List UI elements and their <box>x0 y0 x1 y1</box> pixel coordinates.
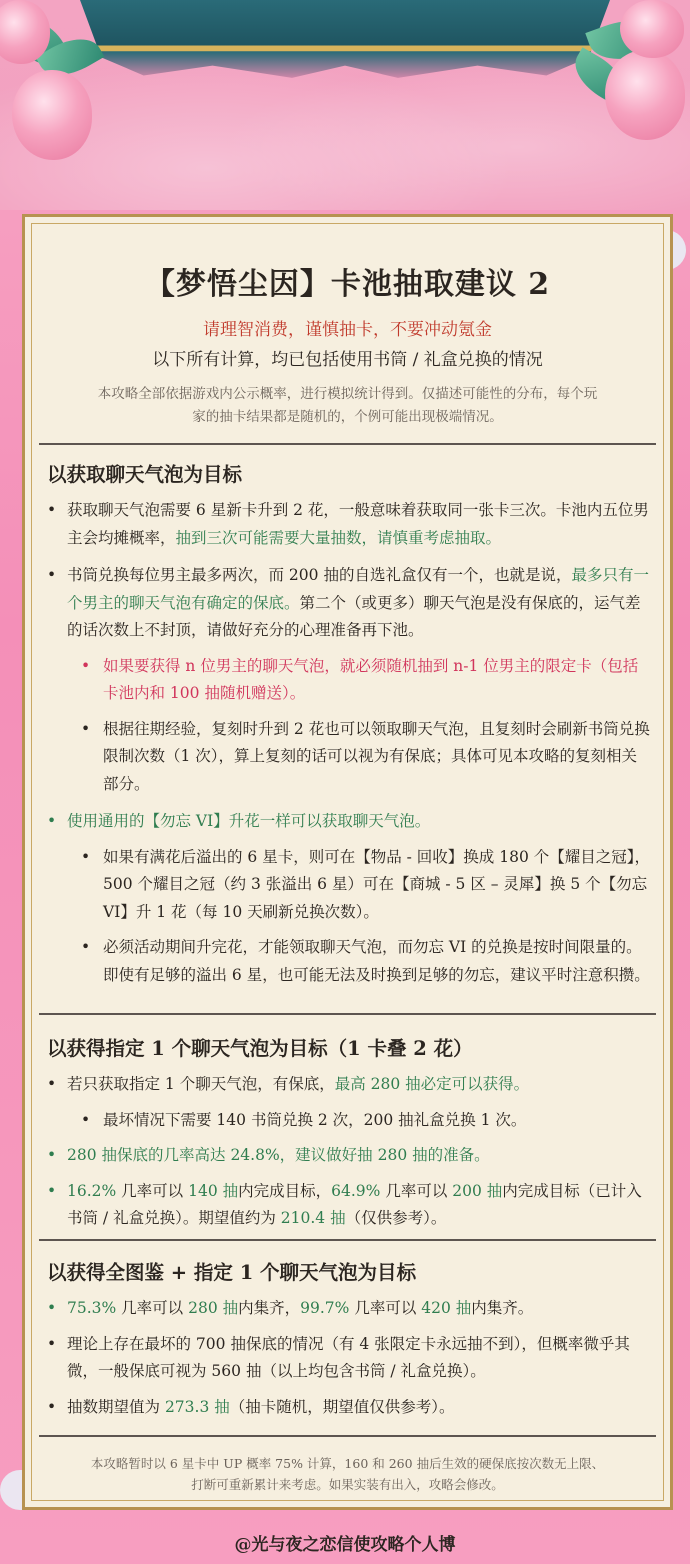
highlight-text: 420 抽 <box>421 1299 472 1317</box>
disclaimer-note <box>47 383 648 429</box>
highlight-text: 99.7% <box>300 1299 350 1317</box>
item-text: 280 抽保底的几率高达 24.8%，建议做好抽 280 抽的准备。 <box>67 1146 490 1164</box>
section-divider <box>39 443 656 445</box>
item-text: 抽数期望值为 <box>67 1397 165 1416</box>
item-text: 内完成目标， <box>238 1181 332 1200</box>
highlight-text: 75.3% <box>67 1299 117 1317</box>
bullet-dot: • <box>81 938 91 956</box>
highlight-text: 最高 280 抽必定可以获得。 <box>334 1075 530 1093</box>
guide-card <box>22 214 673 1510</box>
highlight-text: 273.3 抽 <box>164 1397 230 1416</box>
disclaimer-line: 家的抽卡结果都是随机的，个例可能出现极端情况。 <box>192 409 503 425</box>
item-text: 几率可以 <box>116 1299 189 1317</box>
item-text: 若只获取指定 1 个聊天气泡，有保底， <box>67 1075 335 1093</box>
item-text: 理论上存在最坏的 700 抽保底的情况（有 4 张限定卡永远抽不到），但概率微乎其微，一般保底可视为 560 抽（以上均包含书筒 / 礼盒兑换）。 <box>67 1334 630 1380</box>
list-item <box>25 1107 670 1135</box>
warning-text: 请理智消费，谨慎抽卡，不要冲动氪金 <box>203 320 492 340</box>
highlight-text: 140 抽 <box>188 1181 239 1200</box>
bullet-dot: • <box>81 719 91 738</box>
list-item <box>25 1295 670 1323</box>
item-text: 根据往期经验，复刻时升到 2 花也可以领取聊天气泡，且复刻时会刷新书筒兑换限制次数（1 次），算上复刻的话可以视为有保底；具体可见本攻略的复刻相关部分。 <box>103 719 650 793</box>
section-chat-bubble <box>25 459 670 989</box>
bullet-dot: • <box>47 1181 57 1200</box>
highlight-text: 280 抽 <box>188 1299 239 1317</box>
list-item <box>25 934 670 989</box>
item-text: 内完成目标（已计入书筒 / 礼盒兑换）。期望值约为 <box>67 1181 642 1227</box>
section-single-bubble <box>25 1033 670 1233</box>
peach-icon <box>605 50 685 140</box>
highlight-text: 200 抽 <box>452 1181 503 1200</box>
section-heading: 以获得指定 1 个聊天气泡为目标（1 卡叠 2 花） <box>47 1037 473 1060</box>
item-text: （抽卡随机，期望值仅供参考）。 <box>229 1397 455 1416</box>
decorative-banner <box>0 0 690 210</box>
bullet-dot: • <box>47 1075 57 1093</box>
highlight-text: 最多只有一个男主的聊天气泡有确定的保底。 <box>67 566 649 612</box>
list-item <box>25 497 670 552</box>
bullet-dot: • <box>47 1334 57 1353</box>
item-text: 获取聊天气泡需要 6 星新卡升到 2 花，一般意味着获取同一张卡三次。卡池内五位男主会均摊概率， <box>67 501 649 547</box>
section-heading: 以获取聊天气泡为目标 <box>47 463 243 486</box>
item-text: 内集齐， <box>238 1299 301 1317</box>
item-text: 使用通用的【勿忘 VI】升花一样可以获取聊天气泡。 <box>67 812 431 830</box>
item-text: （仅供参考）。 <box>345 1209 447 1227</box>
list-item <box>25 1071 670 1099</box>
item-text: 最坏情况下需要 140 书筒兑换 2 次，200 抽礼盒兑换 1 次。 <box>103 1110 527 1129</box>
section-divider <box>39 1435 656 1437</box>
section-heading: 以获得全图鉴 + 指定 1 个聊天气泡为目标 <box>47 1261 417 1284</box>
item-text: 内集齐。 <box>471 1299 534 1317</box>
section-divider <box>39 1013 656 1015</box>
list-item <box>25 653 670 708</box>
list-item <box>25 1178 670 1233</box>
peach-icon <box>620 0 684 58</box>
subtitle-text: 以下所有计算，均已包括使用书筒 / 礼盒兑换的情况 <box>152 350 543 370</box>
item-text: 几率可以 <box>380 1181 453 1200</box>
bullet-dot: • <box>47 566 57 584</box>
highlight-text: 16.2% <box>67 1181 117 1200</box>
item-text: 如果要获得 n 位男主的聊天气泡，就必须随机抽到 n-1 位男主的限定卡（包括卡池内和 100 抽随机赠送）。 <box>103 656 639 702</box>
bullet-dot: • <box>81 1110 91 1129</box>
footer-line: 本攻略暂时以 6 星卡中 UP 概率 75% 计算，160 和 260 抽后生效的硬保底按次数无上限、 <box>90 1456 605 1471</box>
header-section <box>25 217 670 447</box>
bullet-dot: • <box>81 847 91 866</box>
item-text: 几率可以 <box>116 1181 189 1200</box>
bullet-dot: • <box>47 501 57 519</box>
bullet-dot: • <box>47 812 57 830</box>
page-title: 【梦悟尘因】卡池抽取建议 2 <box>144 267 551 302</box>
highlight-text: 抽到三次可能需要大量抽数，请慎重考虑抽取。 <box>175 528 502 547</box>
footer-line: 打断可重新累计来考虑。如果实装有出入，攻略会修改。 <box>191 1477 504 1492</box>
bullet-dot: • <box>47 1146 57 1164</box>
list-item <box>25 562 670 645</box>
item-text: 必须活动期间升完花，才能领取聊天气泡，而勿忘 VI 的兑换是按时间限量的。即使有足够的溢出 6 星，也可能无法及时换到足够的勿忘，建议平时注意积攒。 <box>103 938 650 984</box>
section-divider <box>39 1239 656 1241</box>
peach-icon <box>12 70 92 160</box>
item-text: 几率可以 <box>349 1299 422 1317</box>
footer-note <box>45 1453 650 1495</box>
bullet-dot: • <box>81 656 91 675</box>
highlight-text: 210.4 抽 <box>280 1209 346 1227</box>
list-item <box>25 716 670 799</box>
disclaimer-line: 本攻略全部依据游戏内公示概率，进行模拟统计得到。仅描述可能性的分布，每个玩 <box>97 386 598 402</box>
list-item <box>25 844 670 927</box>
author-credit: @光与夜之恋信使攻略个人博 <box>234 1535 456 1555</box>
item-text: 第二个（或更多）聊天气泡是没有保底的，运气差的话次数上不封顶，请做好充分的心理准备再下池。 <box>67 593 641 639</box>
list-item <box>25 1394 670 1422</box>
roof-eave-ornament <box>80 0 610 82</box>
list-item <box>25 1142 670 1170</box>
bullet-dot: • <box>47 1397 57 1416</box>
item-text: 如果有满花后溢出的 6 星卡，则可在【物品 - 回收】换成 180 个【耀目之冠】，500 个耀目之冠（约 3 张溢出 6 星）可在【商城 - 5 区 – 灵犀】换 5 个【勿忘 VI】升 1 花（每 10 天刷新兑换次数）。 <box>103 847 650 921</box>
item-text: 书筒兑换每位男主最多两次，而 200 抽的自选礼盒仅有一个，也就是说， <box>67 566 572 584</box>
section-full-collection <box>25 1257 670 1421</box>
list-item <box>25 1331 670 1386</box>
highlight-text: 64.9% <box>331 1181 381 1200</box>
bullet-dot: • <box>47 1299 57 1317</box>
list-item <box>25 808 670 836</box>
